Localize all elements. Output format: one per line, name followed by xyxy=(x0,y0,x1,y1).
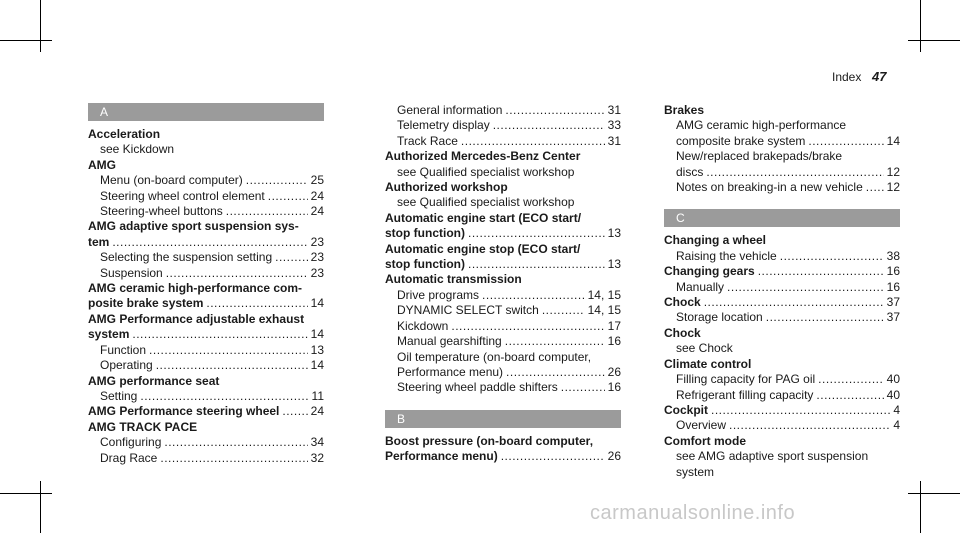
index-subentry xyxy=(385,319,621,334)
entry-text: AMG Performance steering wheel xyxy=(88,404,280,419)
index-entry xyxy=(664,264,900,279)
page-ref: 25 xyxy=(310,173,324,188)
crop-mark xyxy=(908,40,960,41)
entry-text: General information xyxy=(397,103,503,117)
crop-mark xyxy=(920,481,921,533)
page-ref: 26 xyxy=(607,364,621,379)
entry-text: tem xyxy=(88,234,110,249)
index-subentry: see Chock xyxy=(676,341,733,356)
index-subentry-cont xyxy=(664,165,900,180)
entry-text: stop function) xyxy=(385,257,465,272)
index-subentry xyxy=(385,134,621,149)
entry-text: Notes on breaking-in a new vehicle xyxy=(676,180,863,195)
entry-text: system xyxy=(88,327,130,342)
entry-text: posite brake system xyxy=(88,296,204,311)
page-ref: 24 xyxy=(310,188,324,203)
index-entry: Authorized Mercedes-Benz Center xyxy=(385,149,581,164)
index-entry: AMG xyxy=(88,157,116,172)
page-ref: 13 xyxy=(607,226,621,241)
index-subentry: see AMG adaptive sport suspension system xyxy=(676,449,869,479)
index-entry: Brakes xyxy=(664,103,705,117)
page-ref: 34 xyxy=(310,435,324,450)
entry-text: Menu (on-board computer) xyxy=(100,173,243,188)
page-ref: 23 xyxy=(310,265,324,280)
index-subentry: see Qualified specialist workshop xyxy=(397,195,575,210)
index-entry: Automatic engine start (ECO start/ xyxy=(385,210,582,225)
page-ref: 4 xyxy=(893,402,900,417)
index-subentry xyxy=(664,418,900,433)
index-entry-cont xyxy=(385,226,621,241)
page-ref: 37 xyxy=(886,295,900,310)
entry-text: Selecting the suspension setting xyxy=(100,250,273,265)
entry-text: Changing gears xyxy=(664,264,755,279)
index-subentry xyxy=(88,204,324,219)
crop-mark xyxy=(920,0,921,52)
entry-text: DYNAMIC SELECT switch xyxy=(397,303,539,318)
entry-text: Function xyxy=(100,342,147,357)
page-ref: 33 xyxy=(607,118,621,133)
entry-text: Performance menu) xyxy=(385,449,498,464)
page-ref: 32 xyxy=(310,450,324,465)
index-subentry xyxy=(664,372,900,387)
index-subentry xyxy=(664,280,900,295)
entry-text: Steering wheel paddle shifters xyxy=(397,380,558,395)
index-subentry xyxy=(88,358,324,373)
section-header-c: C xyxy=(664,209,900,227)
index-subentry-cont xyxy=(664,134,900,149)
entry-text: Suspension xyxy=(100,265,163,280)
page-ref: 23 xyxy=(310,250,324,265)
index-entry xyxy=(664,403,900,418)
index-entry-cont xyxy=(88,327,324,342)
entry-text: Kickdown xyxy=(397,318,449,333)
index-entry: Automatic engine stop (ECO start/ xyxy=(385,241,581,256)
index-subentry xyxy=(88,343,324,358)
crop-mark xyxy=(40,0,41,52)
index-subentry: New/replaced brakepads/brake xyxy=(676,149,843,164)
index-subentry xyxy=(664,180,900,195)
index-subentry xyxy=(385,380,621,395)
page-ref: 12 xyxy=(886,164,900,179)
index-subentry xyxy=(664,388,900,403)
index-entry: AMG TRACK PACE xyxy=(88,419,198,434)
page-ref: 16 xyxy=(886,264,900,279)
page-ref: 37 xyxy=(886,310,900,325)
index-entry: Climate control xyxy=(664,356,752,371)
watermark: carmanualsonline.info xyxy=(590,502,796,524)
index-entry: Automatic transmission xyxy=(385,272,522,287)
entry-text: Raising the vehicle xyxy=(676,248,777,263)
entry-text: composite brake system xyxy=(676,133,806,148)
entry-text: Operating xyxy=(100,358,153,373)
index-entry: AMG ceramic high-performance com- xyxy=(88,281,303,296)
index-subentry xyxy=(88,250,324,265)
index-entry: AMG Performance adjustable exhaust xyxy=(88,311,305,326)
index-subentry xyxy=(88,435,324,450)
index-entry xyxy=(88,404,324,419)
index-subentry xyxy=(385,118,621,133)
index-subentry xyxy=(385,303,621,318)
page-ref: 13 xyxy=(607,257,621,272)
index-subentry xyxy=(664,249,900,264)
entry-text: Drive programs xyxy=(397,287,480,302)
index-subentry: AMG ceramic high-performance xyxy=(676,118,847,133)
crop-mark xyxy=(40,481,41,533)
page-ref: 12 xyxy=(886,180,900,195)
index-subentry: see Kickdown xyxy=(100,142,175,157)
crop-mark xyxy=(0,493,52,494)
entry-text: Telemetry display xyxy=(397,118,490,133)
page-ref: 14 xyxy=(886,133,900,148)
page-ref: 31 xyxy=(607,133,621,148)
page-ref: 26 xyxy=(607,449,621,464)
index-subentry xyxy=(88,266,324,281)
index-entry: Boost pressure (on-board computer, xyxy=(385,433,594,448)
entry-text: Manually xyxy=(676,279,725,294)
index-entry-cont xyxy=(385,449,621,464)
entry-text: stop function) xyxy=(385,226,465,241)
page-ref: 38 xyxy=(886,248,900,263)
page-ref: 24 xyxy=(310,204,324,219)
entry-text: Refrigerant filling capacity xyxy=(676,387,814,402)
index-entry: AMG performance seat xyxy=(88,373,220,388)
crop-mark xyxy=(908,493,960,494)
page-ref: 14 xyxy=(310,358,324,373)
entry-text: Steering wheel control element xyxy=(100,188,265,203)
index-subentry: Oil temperature (on-board computer, xyxy=(397,349,592,364)
page-ref: 14, 15 xyxy=(587,303,621,318)
entry-text: Filling capacity for PAG oil xyxy=(676,372,816,387)
entry-text: Setting xyxy=(100,388,138,403)
index-entry-cont xyxy=(385,257,621,272)
page-ref: 31 xyxy=(607,103,621,117)
index-entry: Comfort mode xyxy=(664,433,746,448)
crop-mark xyxy=(0,40,52,41)
index-subentry xyxy=(88,173,324,188)
page-ref: 40 xyxy=(886,387,900,402)
page-ref: 23 xyxy=(310,234,324,249)
index-column-1 xyxy=(88,103,324,466)
entry-text: Track Race xyxy=(397,133,458,148)
entry-text: Chock xyxy=(664,295,701,310)
index-entry xyxy=(664,295,900,310)
index-subentry xyxy=(385,103,621,118)
index-entry: Chock xyxy=(664,325,701,340)
index-column-3 xyxy=(664,103,900,480)
page-ref: 40 xyxy=(886,372,900,387)
index-subentry xyxy=(88,451,324,466)
entry-text: Manual gearshifting xyxy=(397,334,502,349)
page-ref: 16 xyxy=(607,380,621,395)
page-ref: 11 xyxy=(311,388,324,403)
index-subentry: see Qualified specialist workshop xyxy=(397,164,575,179)
index-entry: Acceleration xyxy=(88,127,161,141)
page-ref: 4 xyxy=(893,418,900,433)
page-ref: 16 xyxy=(886,279,900,294)
index-entry-cont xyxy=(88,235,324,250)
entry-text: Steering-wheel buttons xyxy=(100,204,223,219)
index-entry: Authorized workshop xyxy=(385,180,508,195)
entry-text: Storage location xyxy=(676,310,763,325)
page-ref: 17 xyxy=(607,318,621,333)
section-header-b: B xyxy=(385,410,621,428)
header-section: Index xyxy=(832,70,862,84)
index-entry: Changing a wheel xyxy=(664,233,767,248)
index-subentry xyxy=(664,310,900,325)
page-ref: 16 xyxy=(607,334,621,349)
entry-text: Performance menu) xyxy=(397,364,504,379)
entry-text: Overview xyxy=(676,418,727,433)
index-subentry xyxy=(88,189,324,204)
entry-text: Configuring xyxy=(100,435,162,450)
entry-text: Drag Race xyxy=(100,450,158,465)
entry-text: Cockpit xyxy=(664,402,709,417)
index-subentry-cont xyxy=(385,365,621,380)
index-entry: AMG adaptive sport suspension sys- xyxy=(88,219,299,234)
entry-text: discs xyxy=(676,164,704,179)
page-ref: 14 xyxy=(310,296,324,311)
section-header-a: A xyxy=(88,103,324,121)
index-subentry xyxy=(385,334,621,349)
page-ref: 14, 15 xyxy=(587,287,621,302)
page-ref: 14 xyxy=(310,327,324,342)
index-entry-cont xyxy=(88,296,324,311)
page-number: 47 xyxy=(872,69,887,84)
page-ref: 13 xyxy=(310,342,324,357)
index-column-2 xyxy=(385,103,621,465)
page-ref: 24 xyxy=(310,404,324,419)
index-subentry xyxy=(385,288,621,303)
index-subentry xyxy=(88,389,324,404)
